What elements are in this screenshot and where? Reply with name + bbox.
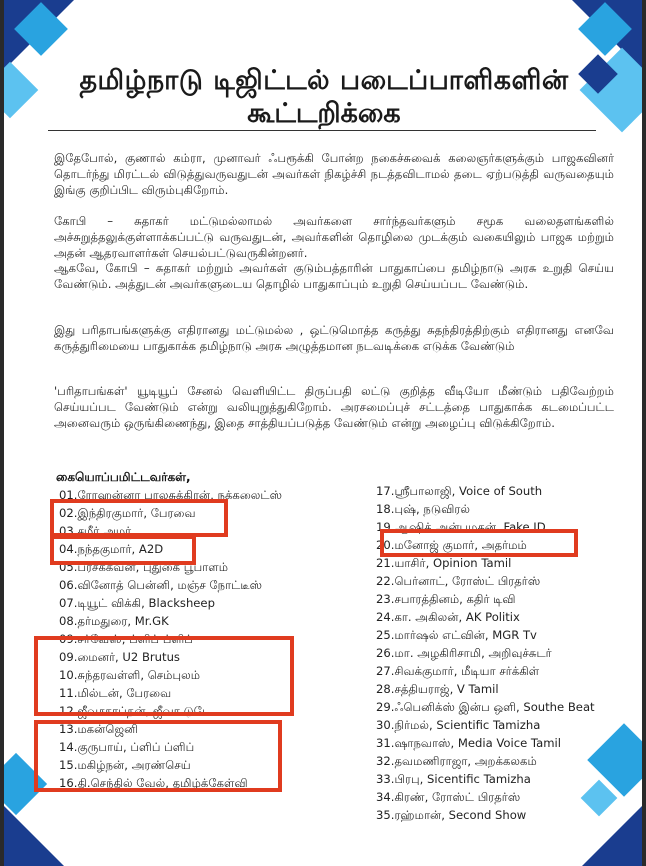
list-item: 24.கா. அகிலன், AK Politix — [376, 610, 520, 624]
highlight-box-item-02 — [50, 499, 228, 537]
list-item: 31.ஷாநவாஸ், Media Voice Tamil — [376, 736, 561, 750]
list-item: 34.கிரண், ரோஸ்ட் பிரதர்ஸ் — [376, 790, 521, 804]
highlight-box-item-20 — [380, 529, 578, 557]
list-item: 17.ஸ்ரீபாலாஜி, Voice of South — [376, 484, 543, 498]
signatories-heading: கையொப்பமிட்டவர்கள், — [56, 470, 191, 484]
list-item: 18.புஷ், நடுவிரல் — [376, 502, 471, 516]
list-item: 35.ரஹ்மான், Second Show — [376, 808, 527, 822]
list-item: 09.மைனர், U2 Brutus — [59, 650, 180, 664]
list-item: 25.மார்ஷல் எட்வின், MGR Tv — [376, 628, 537, 642]
list-item: 30.நிர்மல், Scientific Tamizha — [376, 718, 541, 732]
title-divider — [48, 130, 596, 131]
highlight-box-items-09-12 — [34, 636, 294, 716]
list-item: 29.ஃபெனிக்ஸ் இன்ப ஒளி, Southe Beat — [376, 700, 595, 714]
corner-decoration-bottom-left — [4, 806, 64, 866]
list-item: 08.தர்மதுரை, Mr.GK — [59, 614, 169, 628]
list-item: 01.ரோஹன்னா பாலசுக்கிரன், நக்கலைட்ஸ் — [59, 488, 283, 502]
list-item: 09.சர்வேஸ், ப்ளிப் ப்ளிப் — [59, 632, 193, 646]
list-item: 20.மனோஜ் குமார், அதர்மம் — [376, 538, 527, 552]
paragraph-2: கோபி – சுதாகர் மட்டுமல்லாமல் அவர்களை சார்ந்தவர்களும் சமூக வலைதளங்களில் அச்சுறுத்தலுக்குள்ளாக்கப்பட்டு வருவதுடன், அவர்களின் தொழிலை முடக்கும் வகையிலும் பாஜக மற்றும் அதன் ஆதரவாளர்கள் செயல்பட்டுவருகின்றனர். — [54, 214, 614, 260]
paragraph-3: ஆகவே, கோபி – சுதாகர் மற்றும் அவர்கள் குடும்பத்தாரின் பாதுகாப்பை தமிழ்நாடு அரசு உறுதி செய்ய வேண்டும். அத்துடன் அவர்களுடைய தொழில் பாதுகாப்பும் உறுதி செய்யப்பட வேண்டும். — [54, 261, 614, 291]
list-item: 05.பரசக்கவன், புதுகை பூபாளம் — [59, 560, 229, 574]
list-item: 16.தி.செந்தில் வேல், தமிழ்க்கேள்வி — [59, 776, 248, 790]
list-item: 14.குருபாய், ப்ளிப் ப்ளிப் — [59, 740, 195, 754]
list-item: 06.வினோத் பென்னி, மஞ்ச நோட்டீஸ் — [59, 578, 263, 592]
list-item: 15.மகிழ்நன், அரண்செய் — [59, 758, 191, 772]
list-item: 19.ஆஷிக் அன்புமகன், Fake ID — [376, 520, 546, 534]
list-item: 11.மில்டன், பேரவை — [59, 686, 172, 700]
highlight-box-item-04 — [50, 535, 196, 565]
list-item: 04.நந்தகுமார், A2D — [59, 542, 164, 556]
paragraph-5: 'பரிதாபங்கள்' யூடியூப் சேனல் வெளியிட்ட திருப்பதி லட்டு குறித்த வீடியோ மீண்டும் பதிவேற்றம் செய்யப்பட வேண்டும் என்று வலியுறுத்துகிறோம். அரசமைப்புச் சட்டத்தை பாதுகாக்க கடமைப்பட்ட அனைவரும் ஒருங்கிணைந்து, இதை சாத்தியப்படுத்த வேண்டும் என்று அழைப்பு விடுக்கிறோம். — [54, 384, 614, 430]
document-page — [4, 0, 642, 866]
highlight-box-items-14-16 — [34, 720, 282, 792]
list-item: 03.சமீர் அமர் — [59, 524, 132, 538]
list-item: 32.தவமணிராஜா, அறக்கலகம் — [376, 754, 537, 768]
list-item: 26.மா. அழகிரிசாமி, அறிவுச்சுடர் — [376, 646, 552, 660]
document-title-line-1: தமிழ்நாடு டிஜிட்டல் படைப்பாளிகளின் — [79, 65, 569, 96]
paragraph-1: இதேபோல், குணால் கம்ரா, முனாவர் ஃபரூக்கி போன்ற நகைச்சுவைக் கலைஞர்களுக்கும் பாஜகவினர் தொடர்ந்து மிரட்டல் விடுத்துவருவதுடன் அவர்கள் நிகழ்ச்சி நடத்தவிடாமல் தடை ஏற்படுத்தி வருவதையும் இங்கு குறிப்பிட விரும்புகிறோம். — [54, 151, 614, 197]
list-item: 13.மகன்ஜெனி — [59, 722, 138, 736]
list-item: 33.பிரபு, Sicentific Tamizha — [376, 772, 531, 786]
list-item: 22.பெர்னாட், ரோஸ்ட் பிரதர்ஸ் — [376, 574, 541, 588]
list-item: 27.சிவக்குமார், மீடியா சர்க்கிள் — [376, 664, 540, 678]
paragraph-4: இது பரிதாபங்களுக்கு எதிரானது மட்டுமல்ல , ஒட்டுமொத்த கருத்து சுதந்திரத்திற்கும் எதிரானது எனவே கருத்துரிமையை பாதுகாக்க தமிழ்நாடு அரசு அழுத்தமான நடவடிக்கை எடுக்க வேண்டும் — [54, 323, 614, 353]
corner-decoration-top-left-diamond-2 — [4, 62, 38, 119]
list-item: 21.யாசிர், Opinion Tamil — [376, 556, 512, 570]
list-item: 12.ஜீவசகாப்தன், ஜீவா டுடே — [59, 704, 212, 718]
list-item: 23.சபாரத்தினம், கதிர் டிவி — [376, 592, 516, 606]
list-item: 02.இந்திரகுமார், பேரவை — [59, 506, 196, 520]
document-title-line-2: கூட்டறிக்கை — [247, 98, 401, 129]
list-item: 28.சத்தியராஜ், V Tamil — [376, 682, 499, 696]
list-item: 07.டியூட் விக்கி, Blacksheep — [59, 596, 215, 610]
list-item: 10.சுந்தரவள்ளி, செம்புலம் — [59, 668, 201, 682]
